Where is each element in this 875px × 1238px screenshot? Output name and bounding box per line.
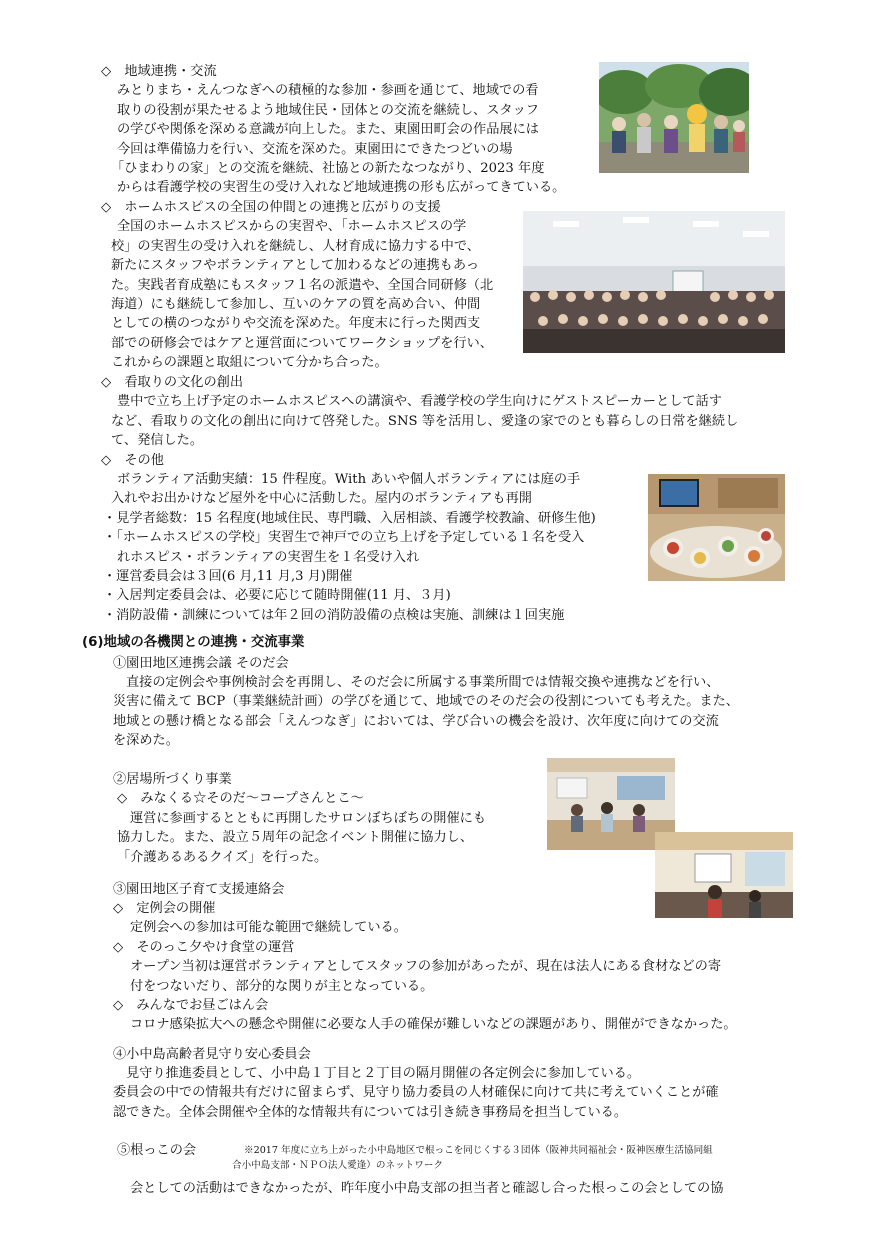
text-line: 付をつないだり、部分的な関りが主となっている。 xyxy=(130,979,434,994)
text-line: 「ひまわりの家」との交流を継続、社協との新たなつながり、2023 年度 xyxy=(111,161,545,176)
text-line: ・入居判定委員会は、必要に応じて随時開催(11 月、３月) xyxy=(103,588,451,603)
text-line: 校」の実習生の受け入れを継続し、人材育成に協力する中で、 xyxy=(111,239,480,254)
text-line: 取りの役割が果たせるよう地域住民・団体との交流を継続し、スタッフ xyxy=(117,103,539,118)
text-line: 災害に備えて BCP（事業継続計画）の学びを通じて、地域でのそのだ会の役割についても考えた。また、 xyxy=(113,694,739,709)
text-line: など、看取りの文化の創出に向けて啓発した。SNS 等を活用し、愛逢の家でのとも暮らしの日常を継続し xyxy=(111,414,739,429)
subsection-title-watch-committee: ④小中島高齢者見守り安心委員会 xyxy=(113,1047,311,1062)
text-line: 入れやお出かけなど屋外を中心に活動した。屋内のボランティアも再開 xyxy=(111,491,532,506)
text-line: 認できた。全体会開催や全体的な情報共有については引き続き事務局を担当している。 xyxy=(113,1105,628,1120)
section-title-home-hospice-network: ◇ ホームホスピスの全国の仲間との連携と広がりの支援 xyxy=(101,200,441,215)
section-title-regional-cooperation: ◇ 地域連携・交流 xyxy=(101,64,217,79)
section-title-other: ◇ その他 xyxy=(101,453,164,468)
text-line: 見守り推進委員として、小中島１丁目と２丁目の隔月開催の各定例会に参加している。 xyxy=(126,1066,641,1081)
item-title-lunch-meeting: ◇ みんなでお昼ごはん会 xyxy=(113,998,269,1013)
text-line: 定例会への参加は可能な範囲で継続している。 xyxy=(130,920,407,935)
text-line: を深めた。 xyxy=(113,733,179,748)
footnote-line: ※2017 年度に立ち上がった小中島地区で根っこを同じくする３団体（阪神共同福祉会・阪神医療生活協同組 xyxy=(244,1145,713,1156)
text-line: 「介護あるあるクイズ」を行った。 xyxy=(117,850,328,865)
text-line: ・見学者総数：15 名程度(地域住民、専門職、入居相談、看護学校教諭、研修生他) xyxy=(103,511,596,526)
text-line: 豊中で立ち上げ予定のホームホスピスへの講演や、看護学校の学生向けにゲストスピーカーとして話す xyxy=(117,394,722,409)
text-line: 海道）にも継続して参加し、互いのケアの質を高め合い、仲間 xyxy=(111,297,481,312)
item-title-sonokko-cafeteria: ◇ そのっこ夕やけ食堂の運営 xyxy=(113,940,295,955)
footnote-line: 合小中島支部・ＮＰＯ法人愛逢）のネットワーク xyxy=(232,1160,444,1171)
subsection-title-place-making: ②居場所づくり事業 xyxy=(113,772,232,787)
photo-icon xyxy=(599,62,749,173)
text-line: 協力した。また、設立５周年の記念イベント開催に協力し、 xyxy=(117,830,474,845)
text-line: 部での研修会ではケアと運営面についてワークショップを行い、 xyxy=(111,336,493,351)
text-line: コロナ感染拡大への懸念や開催に必要な人手の確保が難しいなどの課題があり、開催ができなかった。 xyxy=(130,1017,737,1032)
photo-quiz-event xyxy=(655,832,793,918)
text-line: 直接の定例会や事例検討会を再開し、そのだ会に所属する事業所間では情報交換や連携などを行い、 xyxy=(126,675,720,690)
text-line: た。実践者育成塾にもスタッフ１名の派遣や、全国合同研修（北 xyxy=(111,278,494,293)
section-title-local-agency-collaboration: (6)地域の各機関との連携・交流事業 xyxy=(82,635,305,650)
photo-group-seminar xyxy=(523,211,785,353)
text-line: からは看護学校の実習生の受け入れなど地域連携の形も広がってきている。 xyxy=(117,180,566,195)
photo-food-party xyxy=(648,474,785,581)
item-title-regular-meeting: ◇ 定例会の開催 xyxy=(113,901,216,916)
text-line: ・「ホームホスピスの学校」実習生で神戸での立ち上げを予定している１名を受入 xyxy=(103,530,585,545)
photo-icon xyxy=(655,832,793,918)
subsection-title-nekko-kai: ⑤根っこの会 xyxy=(117,1143,197,1158)
text-line: これからの課題と取組について分かち合った。 xyxy=(111,355,388,370)
item-title-minakuru: ◇ みなくる☆そのだ～コープさんとこ～ xyxy=(117,791,364,806)
text-line: ・運営委員会は３回(6 月,11 月,3 月)開催 xyxy=(103,569,353,584)
subsection-title-childcare-support: ③園田地区子育て支援連絡会 xyxy=(113,882,285,897)
text-line: 全国のホームホスピスからの実習や、「ホームホスピスの学 xyxy=(117,219,467,234)
text-line: の学びや関係を深める意識が向上した。また、東園田町会の作品展には xyxy=(117,122,539,137)
subsection-title-sonoda-council: ①園田地区連携会議 そのだ会 xyxy=(113,656,289,671)
text-line: としての横のつながりや交流を深めた。年度末に行った関西支 xyxy=(111,316,481,331)
photo-icon xyxy=(523,211,785,353)
text-line: て、発信した。 xyxy=(111,433,204,448)
photo-icon xyxy=(648,474,785,581)
text-line: 委員会の中での情報共有だけに留まらず、見守り協力委員の人材確保に向けて共に考えていくことが確 xyxy=(113,1085,719,1100)
text-line: 運営に参画するとともに再開したサロンぼちぼちの開催にも xyxy=(130,811,487,826)
photo-outdoor-gathering xyxy=(599,62,749,173)
text-line: 新たにスタッフやボランティアとして加わるなどの連携もあっ xyxy=(111,258,480,273)
text-line: オープン当初は運営ボランティアとしてスタッフの参加があったが、現在は法人にある食材などの寄 xyxy=(130,959,722,974)
text-line: 地域との懸け橋となる部会「えんつなぎ」においては、学び合いの機会を設け、次年度に向けての交流 xyxy=(113,714,719,729)
text-line: れホスピス・ボランティアの実習生を１名受け入れ xyxy=(117,550,420,565)
text-line: 会としての活動はできなかったが、昨年度小中島支部の担当者と確認し合った根っこの会としての協 xyxy=(130,1181,724,1196)
section-title-end-of-life-culture: ◇ 看取りの文化の創出 xyxy=(101,375,244,390)
text-line: ・消防設備・訓練については年２回の消防設備の点検は実施、訓練は１回実施 xyxy=(103,608,565,623)
text-line: みとりまち・えんつなぎへの積極的な参加・参画を通じて、地域での看 xyxy=(117,83,539,98)
text-line: ボランティア活動実績：15 件程度。With あいや個人ボランティアには庭の手 xyxy=(117,472,581,487)
text-line: 今回は準備協力を行い、交流を深めた。東園田にできたつどいの場 xyxy=(117,142,513,157)
